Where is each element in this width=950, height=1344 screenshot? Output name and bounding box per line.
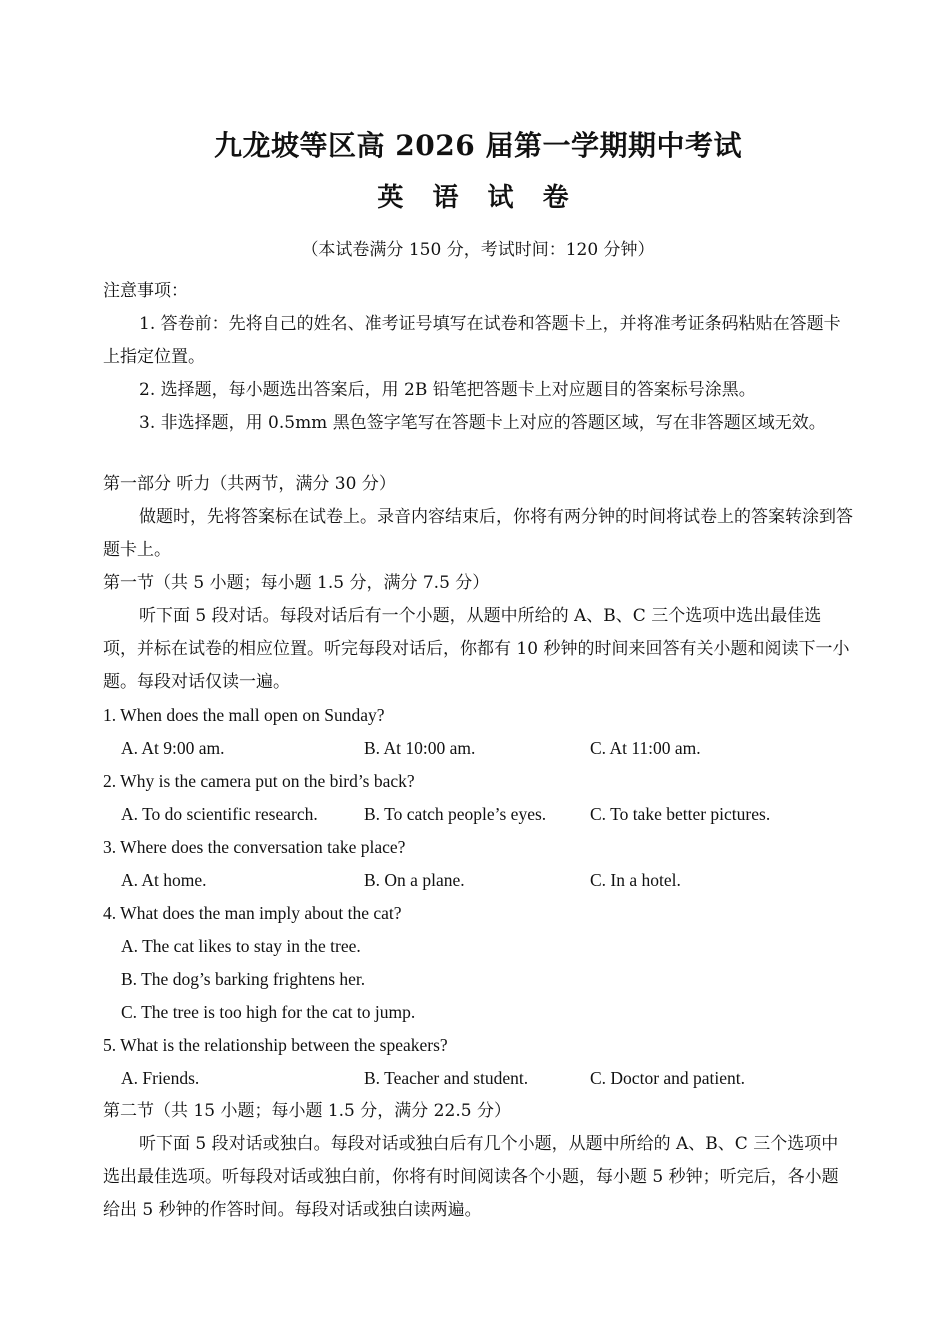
question-5-option-c: C. Doctor and patient. [590, 1068, 746, 1088]
question-1-stem: 1. When does the mall open on Sunday? [103, 705, 385, 725]
question-5-option-a: A. Friends. [121, 1068, 200, 1088]
section2-instruction: 听下面 5 段对话或独白。每段对话或独白后有几个小题，从题中所给的 A、B、C 三个选项中选出最佳选项。听每段对话或独白前，你将有时间阅读各个小题，每小题 5 秒钟；听完后，各小题给出 5 秒钟的作答时间。每段对话或独白读两遍。 [103, 1134, 839, 1220]
question-4-stem: 4. What does the man imply about the cat? [103, 903, 402, 923]
note-item-1: 1. 答卷前：先将自己的姓名、准考证号填写在试卷和答题卡上，并将准考证条码粘贴在答题卡上指定位置。 [103, 314, 841, 367]
question-4-option-a: A. The cat likes to stay in the tree. [121, 936, 361, 956]
question-2-option-b: B. To catch people’s eyes. [364, 804, 547, 824]
question-2-option-a: A. To do scientific research. [121, 804, 318, 824]
question-1-option-c: C. At 11:00 am. [590, 738, 701, 758]
section1-instruction: 听下面 5 段对话。每段对话后有一个小题，从题中所给的 A、B、C 三个选项中选出最佳选项，并标在试卷的相应位置。听完每段对话后，你都有 10 秒钟的时间来回答有关小题和阅读下一小题。每段对话仅读一遍。 [103, 606, 850, 692]
question-4-option-c: C. The tree is too high for the cat to jump. [121, 1002, 416, 1022]
question-2-stem: 2. Why is the camera put on the bird’s back? [103, 771, 415, 791]
notes-heading: 注意事项： [103, 281, 188, 301]
part1-heading: 第一部分 听力（共两节，满分 30 分） [103, 474, 396, 494]
exam-subtitle: 英 语 试 卷 [377, 183, 579, 213]
question-3-options [103, 864, 853, 897]
question-5-option-b: B. Teacher and student. [364, 1068, 529, 1088]
part1-instruction: 做题时，先将答案标在试卷上。录音内容结束后，你将有两分钟的时间将试卷上的答案转涂到答题卡上。 [103, 507, 853, 560]
question-2-option-c: C. To take better pictures. [590, 804, 771, 824]
question-3-option-c: C. In a hotel. [590, 870, 681, 890]
exam-title: 九龙坡等区高 2026 届第一学期期中考试 [214, 129, 742, 162]
note-item-2: 2. 选择题，每小题选出答案后，用 2B 铅笔把答题卡上对应题目的答案标号涂黑。 [139, 380, 756, 400]
question-3-stem: 3. Where does the conversation take place? [103, 837, 406, 857]
question-4-option-b: B. The dog’s barking frightens her. [121, 969, 366, 989]
note-item-3: 3. 非选择题，用 0.5mm 黑色签字笔写在答题卡上对应的答题区域，写在非答题区域无效。 [139, 413, 826, 433]
question-2-options [103, 798, 853, 831]
question-3-option-a: A. At home. [121, 870, 207, 890]
question-5-stem: 5. What is the relationship between the speakers? [103, 1035, 448, 1055]
question-1-options [103, 732, 853, 765]
question-1-option-b: B. At 10:00 am. [364, 738, 476, 758]
exam-info: （本试卷满分 150 分，考试时间：120 分钟） [301, 240, 655, 260]
exam-page [103, 126, 853, 1227]
question-3-option-b: B. On a plane. [364, 870, 465, 890]
question-1-option-a: A. At 9:00 am. [121, 738, 225, 758]
question-5-options [103, 1062, 853, 1095]
section1-heading: 第一节（共 5 小题；每小题 1.5 分，满分 7.5 分） [103, 573, 490, 593]
section2-heading: 第二节（共 15 小题；每小题 1.5 分，满分 22.5 分） [103, 1101, 511, 1121]
